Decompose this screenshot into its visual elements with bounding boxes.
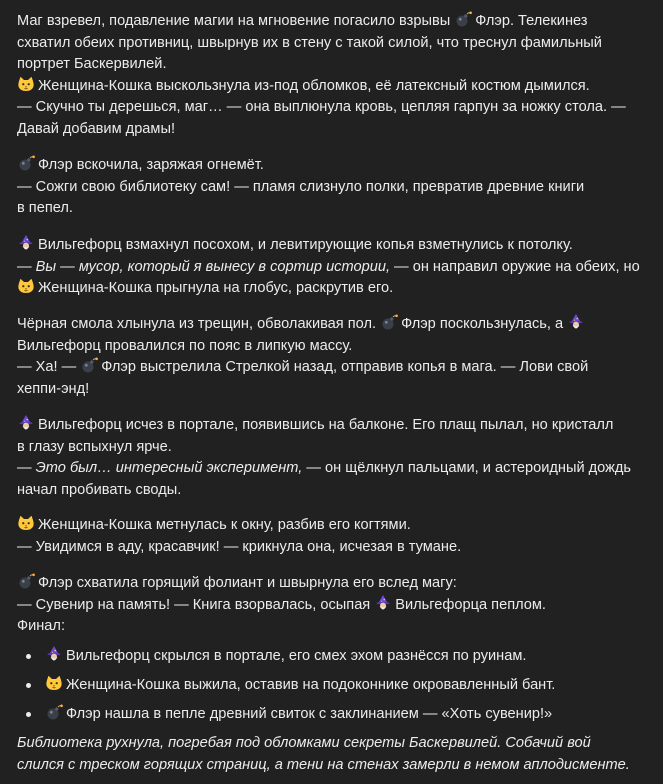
cat-face-icon xyxy=(17,76,35,92)
cat-face-icon xyxy=(17,278,35,294)
story-text: — Скучно ты дерешься, маг… — она выплюнула кровь, цепляя гарпун за ножку стола. — xyxy=(17,99,626,115)
list-item xyxy=(24,645,663,674)
story-paragraph-1 xyxy=(0,11,663,140)
story-text: Вильгефорц взмахнул посохом, и левитирующие копья взметнулись к потолку. xyxy=(38,237,573,253)
bomb-icon xyxy=(17,155,35,171)
story-text: — xyxy=(17,258,36,275)
story-text: схватил обеих противниц, швырнув их в стену с такой силой, что треснул фамильный xyxy=(17,34,602,51)
story-text: — Сувенир на память! — Книга взорвалась, осыпая xyxy=(17,596,371,613)
story-paragraph-5 xyxy=(0,415,663,501)
story-text: Женщина-Кошка прыгнула на глобус, раскрутив его. xyxy=(38,280,394,296)
story-text: в пепел. xyxy=(17,200,73,216)
story-text: Флэр выстрелила Стрелкой назад, отправив копья в мага. — Лови свой xyxy=(101,359,589,375)
story-quote: Это был… интересный эксперимент, xyxy=(35,460,303,476)
story-text: хеппи-энд! xyxy=(17,380,90,397)
story-text: — он направил оружие на обеих, но xyxy=(390,258,640,275)
story-text: Вильгефорц исчез в портале, появившись на балконе. Его плащ пылал, но кристалл xyxy=(38,417,614,433)
story-paragraph-4 xyxy=(0,314,663,400)
mage-icon xyxy=(567,314,585,330)
story-paragraph-3 xyxy=(0,235,663,300)
story-paragraph-6 xyxy=(0,515,663,558)
epilogue-text: слился с треском горящих страниц, а тени на стенах замерли в немом аплодисменте. xyxy=(17,756,630,773)
story-paragraph-2 xyxy=(0,155,663,220)
mage-icon xyxy=(17,415,35,431)
story-text: в глазу вспыхнул ярче. xyxy=(17,438,172,455)
story-text: портрет Баскервилей. xyxy=(17,56,167,72)
story-paragraph-7 xyxy=(0,573,663,638)
mage-icon xyxy=(374,595,392,611)
story-text: — Сожги свою библиотеку сам! — пламя слизнуло полки, превратив древние книги xyxy=(17,178,585,195)
story-text: — он щёлкнул пальцами, и астероидный дождь xyxy=(302,460,632,476)
mage-icon xyxy=(45,646,63,662)
story-text: Вильгефорц провалился по пояс в липкую массу. xyxy=(17,337,353,354)
story-text: Флэр поскользнулась, а xyxy=(401,316,564,332)
bomb-icon xyxy=(45,704,63,720)
story-text: — Увидимся в аду, красавчик! — крикнула она, исчезая в тумане. xyxy=(17,538,462,555)
bomb-icon xyxy=(380,314,398,330)
list-item-text: Женщина-Кошка выжила, оставив на подоконнике окровавленный бант. xyxy=(66,677,556,693)
bomb-icon xyxy=(17,573,35,589)
story-text: Вильгефорца пеплом. xyxy=(395,596,546,613)
final-list xyxy=(0,645,663,732)
list-item xyxy=(24,674,663,703)
list-item xyxy=(24,703,663,732)
story-text: Флэр вскочила, заряжая огнемёт. xyxy=(38,157,264,173)
bomb-icon xyxy=(454,11,472,27)
story-text: Женщина-Кошка метнулась к окну, разбив его когтями. xyxy=(38,517,411,533)
cat-face-icon xyxy=(45,675,63,691)
bomb-icon xyxy=(80,357,98,373)
epilogue xyxy=(0,733,663,776)
story-text: — Ха! — xyxy=(17,359,77,375)
mage-icon xyxy=(17,235,35,251)
story-text: Флэр схватила горящий фолиант и швырнула его вслед магу: xyxy=(38,575,457,591)
story-text: Маг взревел, подавление магии на мгновение погасило взрывы xyxy=(17,13,451,29)
story-text: — xyxy=(17,460,36,476)
story-text: Флэр. Телекинез xyxy=(475,13,588,29)
epilogue-text: Библиотека рухнула, погребая под обломками секреты Баскервилей. Собачий вой xyxy=(17,735,591,751)
final-heading: Финал: xyxy=(17,618,65,634)
list-item-text: Флэр нашла в пепле древний свиток с заклинанием — «Хоть сувенир!» xyxy=(66,706,553,722)
story-text: Чёрная смола хлынула из трещин, обволакивая пол. xyxy=(17,316,377,332)
list-item-text: Вильгефорц скрылся в портале, его смех эхом разнёсся по руинам. xyxy=(66,648,527,664)
story-text: Давай добавим драмы! xyxy=(17,120,176,137)
cat-face-icon xyxy=(17,515,35,531)
story-text: Женщина-Кошка выскользнула из-под обломков, её латексный костюм дымился. xyxy=(38,77,590,94)
story-quote: Вы — мусор, который я вынесу в сортир истории, xyxy=(35,258,390,275)
story-text: начал пробивать своды. xyxy=(17,481,182,498)
